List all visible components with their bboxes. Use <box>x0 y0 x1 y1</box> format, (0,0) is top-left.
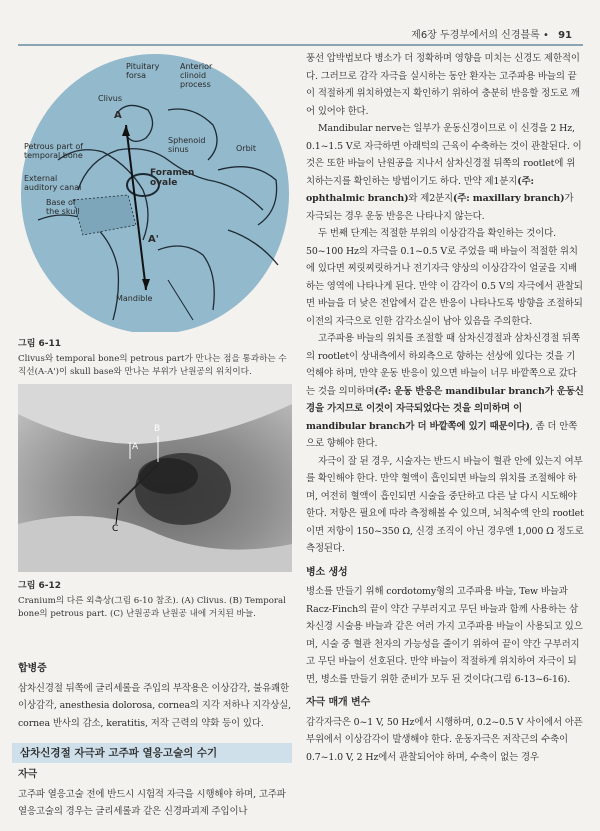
complication-heading: 합병증 <box>18 663 47 674</box>
header-bullet: • <box>542 30 549 41</box>
label-a-prime: A' <box>148 234 159 245</box>
label-anterior-clinoid: Anterior clinoid process <box>180 62 213 89</box>
figure-6-11-caption-text: Clivus와 temporal bone의 petrous part가 만나는 점을 통과하는 수직선(A-A')이 skull base와 만나는 부위가 난원공의 위치이다. <box>18 354 287 377</box>
label-mandible: Mandible <box>116 294 153 303</box>
left-column-text <box>18 654 292 732</box>
lesion-heading: 병소 생성 <box>306 566 348 578</box>
label-petrous: Petrous part of temporal bone <box>24 142 84 160</box>
complication-body: 삼차신경절 뒤쪽에 글리세롤을 주입의 부작용은 이상감각, 불유쾌한 이상감각, anesthesia dolorosa, cornea의 지각 저하나 지각상실, cornea 반사의 감소, keratitis, 저작 근력의 약화 등이 있다. <box>18 682 292 729</box>
xray-image <box>18 384 292 572</box>
para-2-a: Mandibular nerve는 일부가 운동신경이므로 이 신경을 2 Hz, 0.1~1.5 V로 자극하면 아래턱의 근육이 수축하는 것이 관찰된다. 이것은 또한 바늘이 난원공을 지나서 삼차신경절 뒤쪽의 rootlet에 위치하는지를 확인하는 방법이기도 하다. 만약 제1분지 <box>306 123 582 187</box>
figure-6-11 <box>18 50 292 332</box>
para-5: 자극이 잘 된 경우, 시술자는 반드시 바늘이 혈관 안에 있는지 여부를 확인해야 한다. 만약 혈액이 흡인되면 바늘의 위치를 조절해야 하며, 여전히 혈액이 흡인되면 시술을 중단하고 다른 날 다시 시도해야 한다. 저항은 필요에 따라 측정해볼 수 있으며, 뇌척수액 안의 rootlet이면 저항이 150~350 Ω, 신경 조직이 아닌 경우엔 1,000 Ω 정도로 측정된다. <box>306 455 584 554</box>
figure-6-11-label: 그림 6-11 <box>18 339 62 349</box>
figure-6-12-caption-text: Cranium의 다른 외측상(그림 6-10 참조). (A) Clivus. (B) Temporal bone의 petrous part. (C) 난원공과 난원공 내에 거치된 바늘. <box>18 596 286 619</box>
para-3: 두 번째 단계는 적절한 부위의 이상감각을 확인하는 것이다. 50~100 Hz의 자극을 0.1~0.5 V로 주었을 때 바늘이 적절한 위치에 있다면 찌릿찌릿하거나 전기자극 양상의 이상감각이 얼굴을 지배하는 영역에 나타나게 된다. 만약 이 감각이 0.5 V의 자극에서 관찰되면 바늘을 더 낮은 전압에서 같은 반응이 나타나도록 방향을 조절하되 이전의 자극으로 인한 감각소실이 남아 있음을 주의한다. <box>306 228 583 327</box>
label-sphenoid: Sphenoid sinus <box>168 136 206 154</box>
para-4-note: (주: 운동 반응은 mandibular branch가 운동신경을 가지므로 이것이 자극되었다는 것을 의미하며 이 mandibular branch가 더 바깥쪽에 있기 때문이다) <box>306 385 584 432</box>
label-foramen-ovale: Foramen ovale <box>150 168 195 188</box>
page-header <box>0 24 600 46</box>
para-1: 풍선 압박법보다 병소가 더 정확하며 영향을 미치는 신경도 제한적이다. 그러므로 감각 자극을 실시하는 동안 환자는 고주파용 바늘의 끝이 적절하게 위치하였는지 확인하기 위하여 충분히 반응할 정도로 깨어 있어야 한다. <box>306 53 580 117</box>
label-a-top: A <box>114 110 122 121</box>
label-orbit: Orbit <box>236 144 257 153</box>
stimulation-body: 고주파 열응고술 전에 반드시 시험적 자극을 시행해야 하며, 고주파 열응고술의 경우는 글리세롤과 같은 신경파괴제 주입이나 <box>18 788 286 817</box>
label-base-of-skull: Base of the skull <box>46 198 80 216</box>
para-2 <box>306 120 584 225</box>
figure-6-12 <box>18 384 292 572</box>
label-clivus: Clivus <box>98 94 123 103</box>
figure-6-12-label: 그림 6-12 <box>18 581 62 591</box>
label-pituitary: Pituitary forsa <box>126 62 160 80</box>
stimulation-heading: 자극 <box>18 769 38 780</box>
para-7: 감각자극은 0~1 V, 50 Hz에서 시행하며, 0.2~0.5 V 사이에서 아픈 부위에서 이상감각이 발생해야 한다. 운동자극은 저작근의 수축이 0.7~1.0 V, 2 Hz에서 관찰되어야 하며, 수축이 없는 경우 <box>306 716 583 763</box>
chapter-title: 제6장 두경부에서의 신경블록 <box>411 30 540 41</box>
para-2-maxillary: (주: maxillary branch) <box>452 193 565 204</box>
page-number: 91 <box>558 30 572 41</box>
xray-label-b: B <box>154 424 161 434</box>
para-4 <box>306 330 584 453</box>
right-column-text <box>306 50 584 766</box>
para-4-c: , 좀 더 안쪽으로 향해야 한다. <box>306 420 578 449</box>
label-external-auditory: External auditory canal <box>24 174 82 192</box>
xray-label-a: A <box>132 442 139 452</box>
para-4-a: 고주파용 바늘의 위치를 조절할 때 삼차신경절과 삼차신경절 뒤쪽의 rootlet이 상내측에서 하외측으로 향하는 선상에 있다는 것을 기억해야 하며, 만약 운동 반응이 있으면 바늘이 너무 바깥쪽으로 갔다는 것을 의미하며 <box>306 333 580 397</box>
header-text <box>411 26 572 41</box>
variables-heading: 자극 매개 변수 <box>306 697 371 708</box>
section-bar: 삼차신경절 자극과 고주파 열응고술의 수기 <box>12 743 292 763</box>
para-2-c: 가 자극되는 경우 운동 반응은 나타나지 않는다. <box>306 193 574 222</box>
figure-6-11-caption <box>18 338 292 379</box>
stimulation-section <box>18 766 292 821</box>
header-rule <box>18 44 583 46</box>
para-6: 병소를 만들기 위해 cordotomy형의 고주파용 바늘, Tew 바늘과 Racz-Finch의 끝이 약간 구부러지고 무딘 바늘과 함께 사용하는 삼차신경 시술용 바늘과 같은 여러 가지 고주파용 바늘이 사용되고 있으며, 시술 중 혈관 천자의 가능성을 줄이기 위하여 끝이 약간 구부러지고 무딘 바늘이 선호된다. 만약 바늘이 적절하게 위치하여 자극이 되면, 병소를 만들기 위한 준비가 모두 된 것이다(그림 6-13~6-16). <box>306 586 583 685</box>
para-2-mid: 와 제2분지 <box>408 193 453 204</box>
para-2-ophthalmic: (주: ophthalmic branch) <box>306 175 534 204</box>
xray-label-c: C <box>112 524 119 534</box>
figure-6-12-caption <box>18 580 292 621</box>
